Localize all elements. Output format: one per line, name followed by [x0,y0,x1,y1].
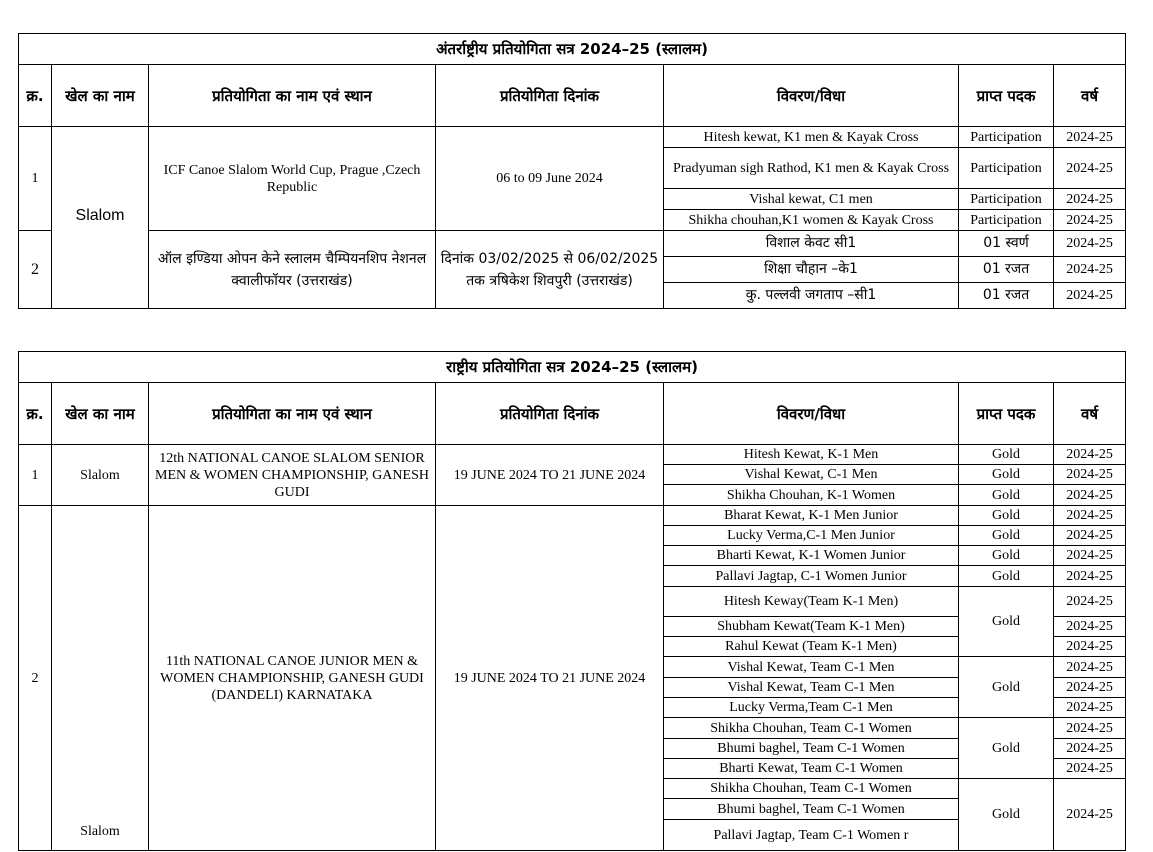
details-cell: Vishal Kewat, Team C-1 Men [664,657,959,678]
year-cell: 2024-25 [1054,210,1126,231]
event-cell: ऑल इण्डिया ओपन केने स्लालम चैम्पियनशिप नेशनल क्वालीफॉयर (उत्तराखंड) [149,231,436,309]
year-cell: 2024-25 [1054,189,1126,210]
details-cell: Shubham Kewat(Team K-1 Men) [664,617,959,637]
year-cell: 2024-25 [1054,465,1126,485]
date-cell: 06 to 09 June 2024 [436,127,664,231]
sr-cell: 2 [19,506,52,851]
medal-cell: Gold [959,526,1054,546]
year-cell: 2024-25 [1054,779,1126,851]
date-cell: दिनांक 03/02/2025 से 06/02/2025 तक त्रषिकेश शिवपुरी (उत्तराखंड) [436,231,664,309]
header-event: प्रतियोगिता का नाम एवं स्थान [149,65,436,127]
year-cell: 2024-25 [1054,657,1126,678]
year-cell: 2024-25 [1054,257,1126,283]
year-cell: 2024-25 [1054,546,1126,566]
details-cell: Pradyuman sigh Rathod, K1 men & Kayak Cross [664,148,959,189]
table-row [19,127,1126,148]
sport-cell: Slalom [52,506,149,851]
details-cell: Vishal Kewat, C-1 Men [664,465,959,485]
medal-cell: Gold [959,779,1054,851]
details-cell: Vishal Kewat, Team C-1 Men [664,678,959,698]
medal-cell: Participation [959,127,1054,148]
medal-cell: Gold [959,718,1054,779]
table-row [19,506,1126,526]
year-cell: 2024-25 [1054,148,1126,189]
event-cell: 11th NATIONAL CANOE JUNIOR MEN & WOMEN CHAMPIONSHIP, GANESH GUDI (DANDELI) KARNATAKA [149,506,436,851]
details-cell: Hitesh Kewat, K-1 Men [664,445,959,465]
details-cell: Vishal kewat, C1 men [664,189,959,210]
details-cell: शिक्षा चौहान –के1 [664,257,959,283]
header-sr: क्र. [19,65,52,127]
year-cell: 2024-25 [1054,759,1126,779]
year-cell: 2024-25 [1054,739,1126,759]
header-sport: खेल का नाम [52,383,149,445]
medal-cell: Gold [959,546,1054,566]
medal-cell: Gold [959,485,1054,506]
date-cell: 19 JUNE 2024 TO 21 JUNE 2024 [436,506,664,851]
year-cell: 2024-25 [1054,127,1126,148]
medal-cell: Participation [959,210,1054,231]
details-cell: Bharti Kewat, Team C-1 Women [664,759,959,779]
details-cell: Pallavi Jagtap, C-1 Women Junior [664,566,959,587]
year-cell: 2024-25 [1054,587,1126,617]
details-cell: Shikha Chouhan, Team C-1 Women [664,779,959,799]
header-details: विवरण/विधा [664,383,959,445]
details-cell: Bharat Kewat, K-1 Men Junior [664,506,959,526]
details-cell: Bhumi baghel, Team C-1 Women [664,799,959,820]
national-table-title: राष्ट्रीय प्रतियोगिता सत्र 2024–25 (स्लालम) [19,352,1126,383]
year-cell: 2024-25 [1054,445,1126,465]
sr-cell: 1 [19,127,52,231]
details-cell: Bhumi baghel, Team C-1 Women [664,739,959,759]
year-cell: 2024-25 [1054,698,1126,718]
details-cell: विशाल केवट सी1 [664,231,959,257]
header-medal: प्राप्त पदक [959,65,1054,127]
year-cell: 2024-25 [1054,231,1126,257]
year-cell: 2024-25 [1054,718,1126,739]
medal-cell: Gold [959,657,1054,718]
table-row [19,445,1126,465]
sport-cell: Slalom [52,445,149,506]
header-medal: प्राप्त पदक [959,383,1054,445]
medal-cell: Gold [959,506,1054,526]
medal-cell: Gold [959,566,1054,587]
medal-cell: Gold [959,465,1054,485]
details-cell: कु. पल्लवी जगताप –सी1 [664,283,959,309]
international-competition-table [18,33,1126,309]
sr-cell: 2 [19,231,52,309]
details-cell: Rahul Kewat (Team K-1 Men) [664,637,959,657]
header-sport: खेल का नाम [52,65,149,127]
national-competition-table [18,351,1126,851]
details-cell: Lucky Verma,Team C-1 Men [664,698,959,718]
header-sr: क्र. [19,383,52,445]
medal-cell: Participation [959,189,1054,210]
header-details: विवरण/विधा [664,65,959,127]
year-cell: 2024-25 [1054,485,1126,506]
year-cell: 2024-25 [1054,566,1126,587]
year-cell: 2024-25 [1054,526,1126,546]
medal-cell: Gold [959,587,1054,657]
details-cell: Hitesh kewat, K1 men & Kayak Cross [664,127,959,148]
details-cell: Shikha chouhan,K1 women & Kayak Cross [664,210,959,231]
date-cell: 19 JUNE 2024 TO 21 JUNE 2024 [436,445,664,506]
medal-cell: Participation [959,148,1054,189]
details-cell: Shikha Chouhan, K-1 Women [664,485,959,506]
details-cell: Lucky Verma,C-1 Men Junior [664,526,959,546]
header-row [19,383,1126,445]
year-cell: 2024-25 [1054,617,1126,637]
sr-cell: 1 [19,445,52,506]
details-cell: Shikha Chouhan, Team C-1 Women [664,718,959,739]
details-cell: Hitesh Keway(Team K-1 Men) [664,587,959,617]
header-date: प्रतियोगिता दिनांक [436,65,664,127]
medal-cell: 01 रजत [959,257,1054,283]
details-cell: Pallavi Jagtap, Team C-1 Women r [664,820,959,851]
event-cell: ICF Canoe Slalom World Cup, Prague ,Czech Republic [149,127,436,231]
details-cell: Bharti Kewat, K-1 Women Junior [664,546,959,566]
year-cell: 2024-25 [1054,283,1126,309]
year-cell: 2024-25 [1054,678,1126,698]
event-cell: 12th NATIONAL CANOE SLALOM SENIOR MEN & WOMEN CHAMPIONSHIP, GANESH GUDI [149,445,436,506]
year-cell: 2024-25 [1054,506,1126,526]
sport-cell: Slalom [52,127,149,309]
header-year: वर्ष [1054,65,1126,127]
international-table-title: अंतर्राष्ट्रीय प्रतियोगिता सत्र 2024–25 (स्लालम) [19,34,1126,65]
header-date: प्रतियोगिता दिनांक [436,383,664,445]
header-row [19,65,1126,127]
table-row [19,231,1126,257]
year-cell: 2024-25 [1054,637,1126,657]
medal-cell: 01 रजत [959,283,1054,309]
medal-cell: 01 स्वर्ण [959,231,1054,257]
header-event: प्रतियोगिता का नाम एवं स्थान [149,383,436,445]
header-year: वर्ष [1054,383,1126,445]
medal-cell: Gold [959,445,1054,465]
